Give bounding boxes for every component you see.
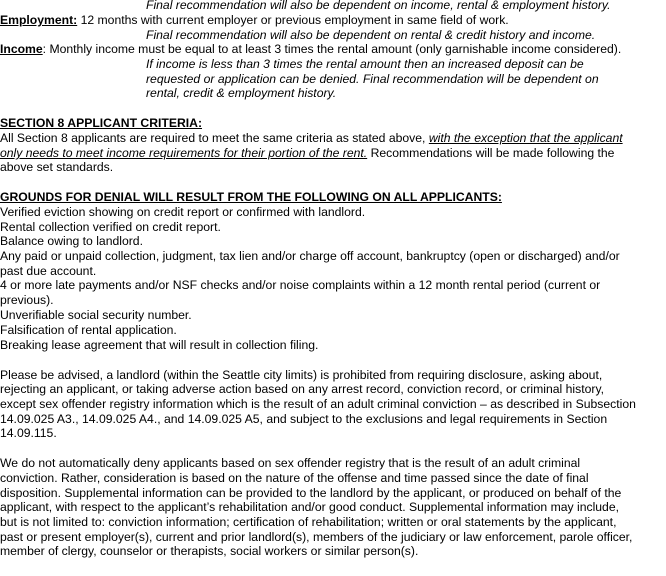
offender-line: disposition. Supplemental information can be provided to the landlord by the applicant, or produced on behalf of the: [0, 486, 622, 500]
advisory-line: rejecting an applicant, or taking adverse action based on any arrest record, conviction record, or criminal history,: [0, 382, 605, 396]
grounds-line: Unverifiable social security number.: [0, 308, 192, 322]
employment-line: [0, 13, 509, 28]
grounds-line: previous).: [0, 293, 54, 307]
grounds-line: Verified eviction showing on credit report or confirmed with landlord.: [0, 205, 366, 219]
grounds-heading: GROUNDS FOR DENIAL WILL RESULT FROM THE FOLLOWING ON ALL APPLICANTS:: [0, 190, 502, 204]
offender-line: but is not limited to: conviction information; certification of rehabilitation; written or oral statements by the applicant,: [0, 515, 617, 529]
offender-line: conviction. Rather, consideration is based on the nature of the offense and time passed since the date of final: [0, 471, 589, 485]
section8-line: above set standards.: [0, 160, 114, 174]
income-line: [0, 42, 621, 57]
income-note-line: requested or application can be denied. Final recommendation will be dependent on: [146, 72, 599, 86]
income-note-line: rental, credit & employment history.: [146, 86, 337, 100]
grounds-line: Breaking lease agreement that will result in collection filing.: [0, 338, 319, 352]
advisory-line: 14.09.025 A3., 14.09.025 A4., and 14.09.025 A5, and subject to the exclusions and legal requirements in Section: [0, 412, 608, 426]
grounds-line: Balance owing to landlord.: [0, 234, 143, 248]
advisory-line: Please be advised, a landlord (within the Seattle city limits) is prohibited from requiring disclosure, asking about,: [0, 368, 603, 382]
offender-line: applicant, with respect to the applicant’s rehabilitation and/or good conduct. Supplemental information may include,: [0, 500, 620, 514]
income-note-line: If income is less than 3 times the rental amount then an increased deposit can be: [146, 57, 584, 71]
section8-line: [0, 146, 614, 161]
offender-line: member of clergy, counselor or therapists, social workers or similar person(s).: [0, 544, 419, 558]
advisory-line: 14.09.115.: [0, 426, 57, 440]
section8-text: Recommendations will be made following the: [367, 146, 615, 160]
employment-text: 12 months with current employer or previous employment in same field of work.: [77, 13, 509, 27]
grounds-line: Any paid or unpaid collection, judgment, tax lien and/or charge off account, bankruptcy (open or discharged) and/or: [0, 249, 620, 263]
section8-text: All Section 8 applicants are required to meet the same criteria as stated above,: [0, 131, 429, 145]
employment-label: Employment:: [0, 13, 78, 27]
income-text: : Monthly income must be equal to at least 3 times the rental amount (only garnishable income considered).: [42, 42, 622, 56]
section8-emphasis: only needs to meet income requirements for their portion of the rent.: [0, 146, 368, 160]
advisory-line: except sex offender registry information which is the result of an adult criminal conviction – as described in Subsection: [0, 397, 636, 411]
section8-line: [0, 131, 623, 146]
section8-emphasis: with the exception that the applicant: [428, 131, 623, 145]
section8-heading: SECTION 8 APPLICANT CRITERIA:: [0, 116, 203, 130]
grounds-line: past due account.: [0, 264, 97, 278]
top-note: Final recommendation will also be dependent on income, rental & employment history.: [146, 0, 611, 12]
offender-line: past or present employer(s), current and prior landlord(s), members of the judiciary or law enforcement, parole officer,: [0, 530, 633, 544]
grounds-line: 4 or more late payments and/or NSF checks and/or noise complaints within a 12 month rental period (current or: [0, 278, 601, 292]
offender-line: We do not automatically deny applicants based on sex offender registry that is the result of an adult criminal: [0, 456, 581, 470]
employment-note: Final recommendation will also be dependent on rental & credit history and income.: [146, 28, 596, 42]
income-label: Income: [0, 42, 43, 56]
grounds-line: Falsification of rental application.: [0, 323, 177, 337]
grounds-line: Rental collection verified on credit report.: [0, 220, 221, 234]
